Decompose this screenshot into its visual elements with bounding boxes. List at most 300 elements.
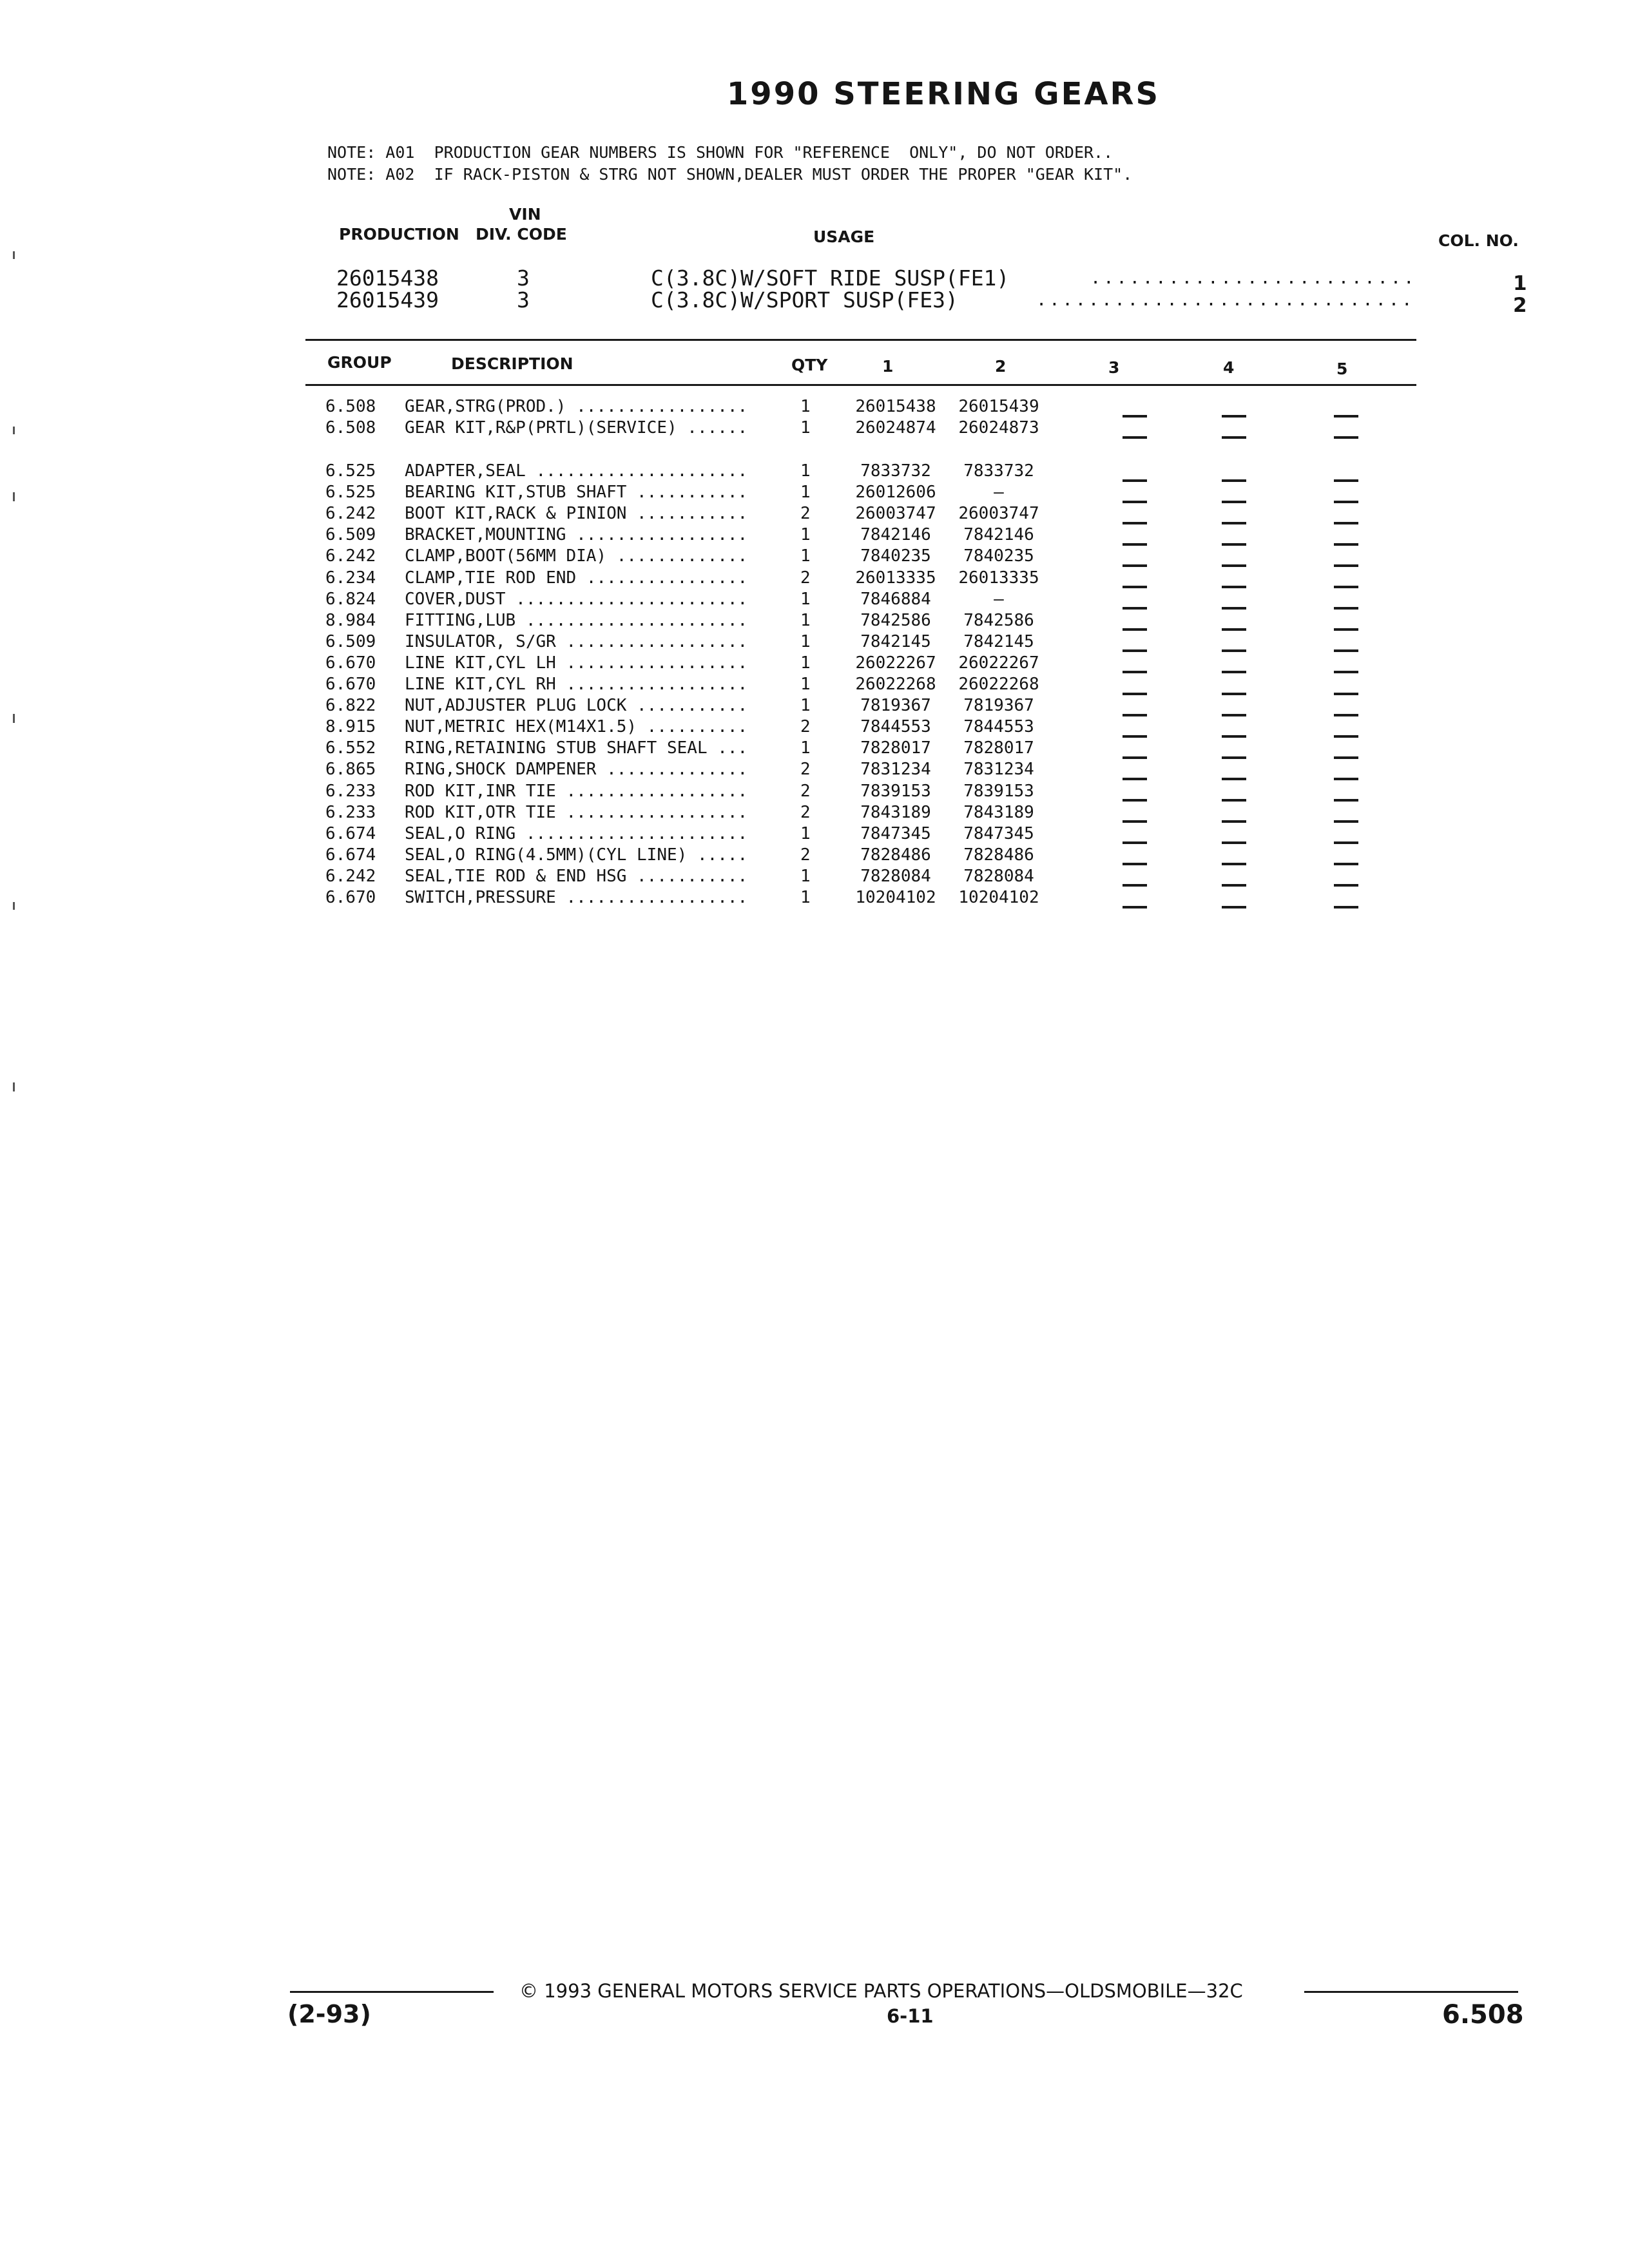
footer-rule-left <box>290 1991 494 1993</box>
col-4-empty-cell <box>1222 782 1246 801</box>
table-row <box>0 504 1629 525</box>
dash-mark <box>1123 649 1147 652</box>
qty-cell: 1 <box>800 397 811 416</box>
col-5-empty-cell <box>1334 888 1358 907</box>
production-header: PRODUCTION <box>339 225 459 244</box>
col-1-cell: 7844553 <box>860 717 931 737</box>
col-4-empty-cell <box>1222 696 1246 715</box>
table-row <box>0 461 1629 483</box>
scan-speck <box>13 714 15 723</box>
dash-mark <box>1222 543 1246 546</box>
table-row <box>0 590 1629 611</box>
dash-mark <box>1123 863 1147 865</box>
col-2-cell: 7828084 <box>963 866 1034 886</box>
col-2-cell: 7842586 <box>963 610 1034 630</box>
col-3-empty-cell <box>1123 546 1147 566</box>
dash-mark <box>1334 586 1358 588</box>
table-row <box>0 760 1629 781</box>
dash-mark <box>1334 479 1358 482</box>
col-3-header: 3 <box>1108 358 1120 377</box>
col-2-header: 2 <box>995 357 1007 376</box>
group-cell: 6.242 <box>325 866 376 886</box>
col-5-empty-cell <box>1334 824 1358 843</box>
dash-mark <box>1334 799 1358 802</box>
col-2-cell: 10204102 <box>958 888 1039 907</box>
qty-column-header: QTY <box>791 356 828 374</box>
qty-cell: 1 <box>800 546 811 566</box>
dash-mark <box>1222 693 1246 695</box>
col-4-empty-cell <box>1222 632 1246 651</box>
group-cell: 6.525 <box>325 483 376 503</box>
table-row <box>0 525 1629 546</box>
col-1-cell: 7831234 <box>860 760 931 780</box>
col-4-empty-cell <box>1222 760 1246 779</box>
dash-mark <box>1123 479 1147 482</box>
col-2-cell: 26024873 <box>958 418 1039 438</box>
dash-mark <box>1123 564 1147 567</box>
division-code: 3 <box>517 287 530 312</box>
note-a02: NOTE: A02 IF RACK-PISTON & STRG NOT SHOWN,DEALER MUST ORDER THE PROPER "GEAR KIT". <box>327 165 1133 184</box>
col-4-empty-cell <box>1222 803 1246 822</box>
dash-mark <box>1222 649 1246 652</box>
col-1-cell: 7842145 <box>860 631 931 651</box>
dash-mark <box>1123 607 1147 610</box>
qty-cell: 1 <box>800 866 811 886</box>
usage-text: C(3.8C)W/SPORT SUSP(FE3) <box>651 287 958 312</box>
group-cell: 6.509 <box>325 525 376 545</box>
dash-mark <box>1222 863 1246 865</box>
dash-mark <box>1123 799 1147 802</box>
description-cell: LINE KIT,CYL LH .................. <box>405 653 748 673</box>
dash-mark <box>1334 884 1358 887</box>
table-row <box>0 803 1629 824</box>
col-5-empty-cell <box>1334 738 1358 758</box>
col-1-cell: 7847345 <box>860 823 931 843</box>
col-5-empty-cell <box>1334 632 1358 651</box>
dash-mark <box>1334 522 1358 524</box>
qty-cell: 2 <box>800 845 811 865</box>
col-1-cell: 26013335 <box>855 568 936 588</box>
col-4-empty-cell <box>1222 867 1246 886</box>
col-4-empty-cell <box>1222 653 1246 673</box>
col-1-cell: 7828084 <box>860 866 931 886</box>
dash-mark <box>1222 479 1246 482</box>
col-2-cell: — <box>994 589 1004 609</box>
dash-mark <box>1222 564 1246 567</box>
table-row <box>0 738 1629 760</box>
qty-cell: 1 <box>800 483 811 503</box>
description-cell: ROD KIT,INR TIE .................. <box>405 781 748 801</box>
group-cell: 6.552 <box>325 738 376 758</box>
col-1-cell: 26022267 <box>855 653 936 673</box>
col-5-empty-cell <box>1334 546 1358 566</box>
col-2-cell: 26013335 <box>958 568 1039 588</box>
col-2-cell: 26015439 <box>958 397 1039 416</box>
dash-mark <box>1222 436 1246 439</box>
table-row <box>0 568 1629 590</box>
copyright-line: © 1993 GENERAL MOTORS SERVICE PARTS OPERATIONS—OLDSMOBILE—32C <box>519 1980 1243 2002</box>
col-1-cell: 7846884 <box>860 589 931 609</box>
col-1-cell: 7843189 <box>860 802 931 822</box>
col-2-cell: — <box>994 483 1004 503</box>
page-title: 1990 STEERING GEARS <box>726 76 1161 112</box>
dash-mark <box>1222 884 1246 887</box>
scan-speck <box>13 427 15 434</box>
col-1-cell: 26022268 <box>855 675 936 694</box>
table-header-rule <box>305 384 1416 386</box>
description-cell: LINE KIT,CYL RH .................. <box>405 675 748 694</box>
dash-mark <box>1222 671 1246 673</box>
division-code: 3 <box>517 265 530 291</box>
description-cell: GEAR,STRG(PROD.) ................. <box>405 397 748 416</box>
table-row <box>0 397 1629 418</box>
dash-mark <box>1222 607 1246 610</box>
dash-mark <box>1334 841 1358 844</box>
qty-cell: 1 <box>800 589 811 609</box>
group-cell: 6.824 <box>325 589 376 609</box>
table-row <box>0 653 1629 675</box>
dash-mark <box>1334 564 1358 567</box>
qty-cell: 1 <box>800 675 811 694</box>
note-a01: NOTE: A01 PRODUCTION GEAR NUMBERS IS SHOWN FOR "REFERENCE ONLY", DO NOT ORDER.. <box>327 143 1113 162</box>
col-5-empty-cell <box>1334 867 1358 886</box>
description-cell: RING,SHOCK DAMPENER .............. <box>405 760 748 780</box>
group-cell: 6.822 <box>325 696 376 716</box>
col-2-cell: 7828017 <box>963 738 1034 758</box>
col-2-cell: 7842146 <box>963 525 1034 545</box>
col-5-empty-cell <box>1334 397 1358 416</box>
col-5-empty-cell <box>1334 696 1358 715</box>
col-3-empty-cell <box>1123 782 1147 801</box>
group-cell: 6.670 <box>325 675 376 694</box>
description-cell: COVER,DUST ....................... <box>405 589 748 609</box>
table-row <box>0 632 1629 653</box>
col-3-empty-cell <box>1123 717 1147 736</box>
vin-header: VIN <box>509 205 541 224</box>
col-4-empty-cell <box>1222 546 1246 566</box>
col-5-empty-cell <box>1334 483 1358 502</box>
col-1-cell: 7842146 <box>860 525 931 545</box>
col-5-empty-cell <box>1334 782 1358 801</box>
description-cell: CLAMP,BOOT(56MM DIA) ............. <box>405 546 748 566</box>
table-row <box>0 483 1629 504</box>
dash-mark <box>1334 607 1358 610</box>
col-1-cell: 7828017 <box>860 738 931 758</box>
usage-leader: ............................. <box>1036 290 1415 310</box>
scan-speck <box>13 1082 15 1091</box>
table-row <box>0 888 1629 909</box>
col-5-empty-cell <box>1334 717 1358 736</box>
group-cell: 6.670 <box>325 888 376 907</box>
col-3-empty-cell <box>1123 397 1147 416</box>
dash-mark <box>1123 714 1147 716</box>
table-row <box>0 546 1629 568</box>
qty-cell: 1 <box>800 610 811 630</box>
group-cell: 6.242 <box>325 504 376 524</box>
table-row <box>0 845 1629 867</box>
dash-mark <box>1222 628 1246 631</box>
table-row <box>0 717 1629 738</box>
col-2-cell: 7844553 <box>963 717 1034 737</box>
col-2-cell: 26022268 <box>958 675 1039 694</box>
footer-rule-right <box>1304 1991 1518 1993</box>
dash-mark <box>1334 756 1358 759</box>
description-cell: BRACKET,MOUNTING ................. <box>405 525 748 545</box>
column-number: 2 <box>1513 294 1527 317</box>
qty-cell: 2 <box>800 802 811 822</box>
dash-mark <box>1222 586 1246 588</box>
col-2-cell: 7833732 <box>963 461 1034 481</box>
dash-mark <box>1222 501 1246 503</box>
col-2-cell: 26003747 <box>958 504 1039 524</box>
col-3-empty-cell <box>1123 888 1147 907</box>
group-cell: 8.984 <box>325 610 376 630</box>
col-4-empty-cell <box>1222 845 1246 865</box>
col-2-cell: 7847345 <box>963 823 1034 843</box>
col-5-empty-cell <box>1334 568 1358 588</box>
dash-mark <box>1123 884 1147 887</box>
description-cell: SEAL,O RING ...................... <box>405 823 748 843</box>
col-5-empty-cell <box>1334 525 1358 544</box>
col-1-cell: 10204102 <box>855 888 936 907</box>
usage-header: USAGE <box>813 227 875 246</box>
table-row <box>0 867 1629 888</box>
col-3-empty-cell <box>1123 803 1147 822</box>
dash-mark <box>1334 543 1358 546</box>
dash-mark <box>1334 649 1358 652</box>
col-4-header: 4 <box>1223 358 1235 377</box>
col-4-empty-cell <box>1222 738 1246 758</box>
col-4-empty-cell <box>1222 824 1246 843</box>
col-5-empty-cell <box>1334 803 1358 822</box>
description-cell: NUT,ADJUSTER PLUG LOCK ........... <box>405 696 748 716</box>
col-1-cell: 7819367 <box>860 696 931 716</box>
qty-cell: 1 <box>800 823 811 843</box>
dash-mark <box>1123 522 1147 524</box>
qty-cell: 2 <box>800 717 811 737</box>
description-cell: SEAL,TIE ROD & END HSG ........... <box>405 866 748 886</box>
dash-mark <box>1222 778 1246 780</box>
col-2-cell: 7840235 <box>963 546 1034 566</box>
col-1-header: 1 <box>882 357 894 376</box>
qty-cell: 1 <box>800 696 811 716</box>
table-row <box>0 696 1629 717</box>
section-number: 6.508 <box>1442 2000 1524 2030</box>
col-2-cell: 7843189 <box>963 802 1034 822</box>
scan-speck <box>13 902 15 910</box>
production-number: 26015439 <box>336 287 439 312</box>
dash-mark <box>1334 735 1358 738</box>
col-5-empty-cell <box>1334 653 1358 673</box>
description-cell: NUT,METRIC HEX(M14X1.5) .......... <box>405 717 748 737</box>
description-cell: RING,RETAINING STUB SHAFT SEAL ... <box>405 738 748 758</box>
dash-mark <box>1123 735 1147 738</box>
col-3-empty-cell <box>1123 461 1147 481</box>
description-cell: FITTING,LUB ...................... <box>405 610 748 630</box>
scan-speck <box>13 251 15 259</box>
dash-mark <box>1334 671 1358 673</box>
table-row <box>0 418 1629 439</box>
col-5-empty-cell <box>1334 845 1358 865</box>
col-2-cell: 7819367 <box>963 696 1034 716</box>
dash-mark <box>1222 906 1246 908</box>
qty-cell: 1 <box>800 738 811 758</box>
group-cell: 6.674 <box>325 823 376 843</box>
col-4-empty-cell <box>1222 525 1246 544</box>
table-top-rule <box>305 339 1416 341</box>
description-cell: SEAL,O RING(4.5MM)(CYL LINE) ..... <box>405 845 748 865</box>
group-cell: 6.242 <box>325 546 376 566</box>
col-1-cell: 26003747 <box>855 504 936 524</box>
col-4-empty-cell <box>1222 888 1246 907</box>
col-2-cell: 7828486 <box>963 845 1034 865</box>
dash-mark <box>1222 799 1246 802</box>
col-4-empty-cell <box>1222 418 1246 437</box>
dash-mark <box>1123 906 1147 908</box>
dash-mark <box>1334 906 1358 908</box>
group-column-header: GROUP <box>327 353 392 372</box>
col-5-header: 5 <box>1336 360 1348 378</box>
col-4-empty-cell <box>1222 461 1246 481</box>
usage-text: C(3.8C)W/SOFT RIDE SUSP(FE1) <box>651 265 1010 291</box>
col-3-empty-cell <box>1123 653 1147 673</box>
dash-mark <box>1334 628 1358 631</box>
dash-mark <box>1123 543 1147 546</box>
col-3-empty-cell <box>1123 824 1147 843</box>
dash-mark <box>1123 415 1147 418</box>
col-4-empty-cell <box>1222 717 1246 736</box>
col-2-cell: 7839153 <box>963 781 1034 801</box>
qty-cell: 1 <box>800 418 811 438</box>
group-cell: 8.915 <box>325 717 376 737</box>
col-4-empty-cell <box>1222 568 1246 588</box>
dash-mark <box>1123 501 1147 503</box>
col-3-empty-cell <box>1123 845 1147 865</box>
col-5-empty-cell <box>1334 675 1358 694</box>
col-3-empty-cell <box>1123 611 1147 630</box>
usage-leader: ......................... <box>1090 268 1417 288</box>
col-3-empty-cell <box>1123 675 1147 694</box>
group-cell: 6.233 <box>325 802 376 822</box>
dash-mark <box>1334 820 1358 823</box>
qty-cell: 1 <box>800 631 811 651</box>
col-2-cell: 7842145 <box>963 631 1034 651</box>
description-cell: ADAPTER,SEAL ..................... <box>405 461 748 481</box>
col-5-empty-cell <box>1334 760 1358 779</box>
description-cell: GEAR KIT,R&P(PRTL)(SERVICE) ...... <box>405 418 748 438</box>
qty-cell: 1 <box>800 461 811 481</box>
dash-mark <box>1123 436 1147 439</box>
qty-cell: 2 <box>800 760 811 780</box>
description-column-header: DESCRIPTION <box>451 354 574 373</box>
qty-cell: 1 <box>800 888 811 907</box>
col-1-cell: 7840235 <box>860 546 931 566</box>
page-number: 6-11 <box>887 2005 934 2027</box>
col-1-cell: 26015438 <box>855 397 936 416</box>
col-3-empty-cell <box>1123 568 1147 588</box>
dash-mark <box>1222 522 1246 524</box>
col-1-cell: 7828486 <box>860 845 931 865</box>
col-5-empty-cell <box>1334 461 1358 481</box>
table-row <box>0 824 1629 845</box>
qty-cell: 1 <box>800 525 811 545</box>
dash-mark <box>1123 671 1147 673</box>
group-cell: 6.234 <box>325 568 376 588</box>
col-4-empty-cell <box>1222 504 1246 523</box>
col-3-empty-cell <box>1123 632 1147 651</box>
group-cell: 6.508 <box>325 397 376 416</box>
scan-speck <box>13 492 15 501</box>
dash-mark <box>1334 436 1358 439</box>
group-cell: 6.508 <box>325 418 376 438</box>
col-1-cell: 26012606 <box>855 483 936 503</box>
dash-mark <box>1123 841 1147 844</box>
table-row <box>0 611 1629 632</box>
dash-mark <box>1123 778 1147 780</box>
table-row <box>0 782 1629 803</box>
column-number: 1 <box>1513 272 1527 295</box>
production-number: 26015438 <box>336 265 439 291</box>
group-cell: 6.509 <box>325 631 376 651</box>
dash-mark <box>1334 714 1358 716</box>
col-5-empty-cell <box>1334 504 1358 523</box>
description-cell: CLAMP,TIE ROD END ................ <box>405 568 748 588</box>
col-3-empty-cell <box>1123 525 1147 544</box>
col-1-cell: 7839153 <box>860 781 931 801</box>
col-5-empty-cell <box>1334 418 1358 437</box>
col-4-empty-cell <box>1222 590 1246 609</box>
dash-mark <box>1334 501 1358 503</box>
revision-date: (2-93) <box>287 2000 371 2028</box>
dash-mark <box>1123 756 1147 759</box>
group-cell: 6.865 <box>325 760 376 780</box>
table-row <box>0 675 1629 696</box>
dash-mark <box>1334 693 1358 695</box>
col-1-cell: 7842586 <box>860 610 931 630</box>
qty-cell: 2 <box>800 568 811 588</box>
col-4-empty-cell <box>1222 675 1246 694</box>
col-2-cell: 7831234 <box>963 760 1034 780</box>
qty-cell: 1 <box>800 653 811 673</box>
col-3-empty-cell <box>1123 867 1147 886</box>
col-3-empty-cell <box>1123 504 1147 523</box>
description-cell: BOOT KIT,RACK & PINION ........... <box>405 504 748 524</box>
dash-mark <box>1334 863 1358 865</box>
description-cell: INSULATOR, S/GR .................. <box>405 631 748 651</box>
col-4-empty-cell <box>1222 397 1246 416</box>
dash-mark <box>1222 756 1246 759</box>
dash-mark <box>1334 778 1358 780</box>
dash-mark <box>1222 820 1246 823</box>
col-3-empty-cell <box>1123 738 1147 758</box>
col-3-empty-cell <box>1123 696 1147 715</box>
col-5-empty-cell <box>1334 611 1358 630</box>
description-cell: ROD KIT,OTR TIE .................. <box>405 802 748 822</box>
dash-mark <box>1222 841 1246 844</box>
col-4-empty-cell <box>1222 611 1246 630</box>
col-5-empty-cell <box>1334 590 1358 609</box>
qty-cell: 2 <box>800 781 811 801</box>
group-cell: 6.670 <box>325 653 376 673</box>
dash-mark <box>1123 693 1147 695</box>
col-2-cell: 26022267 <box>958 653 1039 673</box>
group-cell: 6.525 <box>325 461 376 481</box>
dash-mark <box>1123 586 1147 588</box>
col-1-cell: 7833732 <box>860 461 931 481</box>
dash-mark <box>1222 714 1246 716</box>
col-1-cell: 26024874 <box>855 418 936 438</box>
dash-mark <box>1334 415 1358 418</box>
